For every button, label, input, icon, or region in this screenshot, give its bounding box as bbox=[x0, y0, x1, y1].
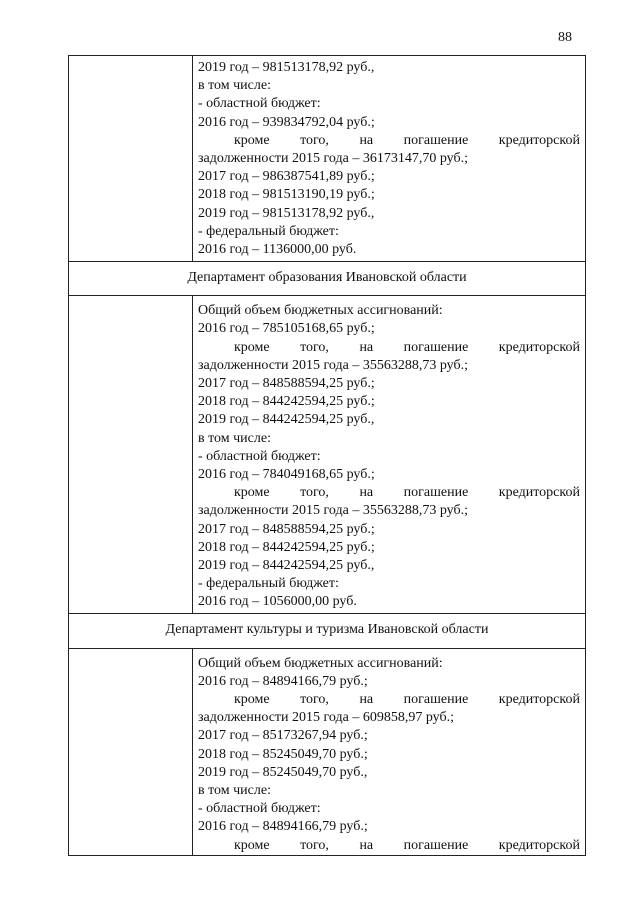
text-line: 2019 год – 981513178,92 руб., bbox=[198, 205, 375, 221]
word: на bbox=[359, 837, 374, 853]
left-cell bbox=[69, 56, 193, 262]
justified-line bbox=[198, 837, 580, 855]
text-line: 2019 год – 85245049,70 руб., bbox=[198, 764, 368, 780]
text-line: 2016 год – 84894166,79 руб.; bbox=[198, 819, 368, 835]
justified-line bbox=[198, 132, 580, 150]
page-number: 88 bbox=[558, 30, 572, 45]
word: погашение bbox=[403, 485, 469, 501]
justified-line bbox=[198, 691, 580, 709]
text-line: Общий объем бюджетных ассигнований: bbox=[198, 303, 443, 319]
text-line: 2018 год – 85245049,70 руб.; bbox=[198, 746, 368, 762]
text-line: 2016 год – 785105168,65 руб.; bbox=[198, 321, 375, 337]
text-line: 2017 год – 986387541,89 руб.; bbox=[198, 169, 375, 185]
word: того, bbox=[300, 692, 329, 708]
text-line: 2017 год – 848588594,25 руб.; bbox=[198, 521, 375, 537]
word: на bbox=[359, 339, 374, 355]
text-line: в том числе: bbox=[198, 430, 271, 446]
left-cell bbox=[69, 648, 193, 855]
word: того, bbox=[300, 339, 329, 355]
word: кредиторской bbox=[498, 837, 580, 853]
word: кроме bbox=[234, 339, 270, 355]
table-row bbox=[69, 648, 586, 855]
text-line: 2018 год – 981513190,19 руб.; bbox=[198, 187, 375, 203]
section-header-row bbox=[69, 262, 586, 296]
justified-line bbox=[198, 484, 580, 502]
text-line: 2016 год – 784049168,65 руб.; bbox=[198, 466, 375, 482]
word: на bbox=[359, 485, 374, 501]
word: на bbox=[359, 692, 374, 708]
word: кредиторской bbox=[498, 339, 580, 355]
table-row bbox=[69, 56, 586, 262]
word: того, bbox=[300, 837, 329, 853]
word: того, bbox=[300, 132, 329, 148]
word: на bbox=[359, 132, 374, 148]
word: погашение bbox=[403, 692, 469, 708]
text-line: 2018 год – 844242594,25 руб.; bbox=[198, 394, 375, 410]
text-line: - федеральный бюджет: bbox=[198, 576, 339, 592]
table-row bbox=[69, 296, 586, 614]
word: того, bbox=[300, 485, 329, 501]
budget-table bbox=[68, 55, 586, 856]
text-line: задолженности 2015 года – 609858,97 руб.; bbox=[198, 710, 454, 726]
word: кредиторской bbox=[498, 692, 580, 708]
text-line: задолженности 2015 года – 36173147,70 руб.; bbox=[198, 150, 468, 166]
word: кроме bbox=[234, 485, 270, 501]
text-line: 2019 год – 844242594,25 руб., bbox=[198, 412, 375, 428]
word: кредиторской bbox=[498, 132, 580, 148]
right-cell bbox=[193, 296, 586, 614]
word: погашение bbox=[403, 339, 469, 355]
text-line: в том числе: bbox=[198, 782, 271, 798]
section-title: Департамент образования Ивановской области bbox=[69, 262, 586, 296]
section-header-row bbox=[69, 614, 586, 648]
text-line: - федеральный бюджет: bbox=[198, 223, 339, 239]
text-line: 2018 год – 844242594,25 руб.; bbox=[198, 539, 375, 555]
word: кроме bbox=[234, 692, 270, 708]
word: кроме bbox=[234, 132, 270, 148]
right-cell bbox=[193, 648, 586, 855]
text-line: 2016 год – 939834792,04 руб.; bbox=[198, 114, 375, 130]
text-line: - областной бюджет: bbox=[198, 96, 321, 112]
section-title: Департамент культуры и туризма Ивановской области bbox=[69, 614, 586, 648]
text-line: 2017 год – 85173267,94 руб.; bbox=[198, 728, 368, 744]
text-line: в том числе: bbox=[198, 78, 271, 94]
word: кроме bbox=[234, 837, 270, 853]
text-line: 2019 год – 981513178,92 руб., bbox=[198, 60, 375, 75]
text-line: 2019 год – 844242594,25 руб., bbox=[198, 557, 375, 573]
text-line: задолженности 2015 года – 35563288,73 руб.; bbox=[198, 357, 468, 373]
text-line: - областной бюджет: bbox=[198, 801, 321, 817]
text-line: 2016 год – 1136000,00 руб. bbox=[198, 241, 357, 257]
text-line: 2017 год – 848588594,25 руб.; bbox=[198, 376, 375, 392]
word: погашение bbox=[403, 837, 469, 853]
justified-line bbox=[198, 339, 580, 357]
word: погашение bbox=[403, 132, 469, 148]
text-line: - областной бюджет: bbox=[198, 448, 321, 464]
text-line: Общий объем бюджетных ассигнований: bbox=[198, 655, 443, 671]
right-cell bbox=[193, 56, 586, 262]
word: кредиторской bbox=[498, 485, 580, 501]
text-line: задолженности 2015 года – 35563288,73 руб.; bbox=[198, 503, 468, 519]
text-line: 2016 год – 84894166,79 руб.; bbox=[198, 673, 368, 689]
left-cell bbox=[69, 296, 193, 614]
text-line: 2016 год – 1056000,00 руб. bbox=[198, 594, 357, 610]
